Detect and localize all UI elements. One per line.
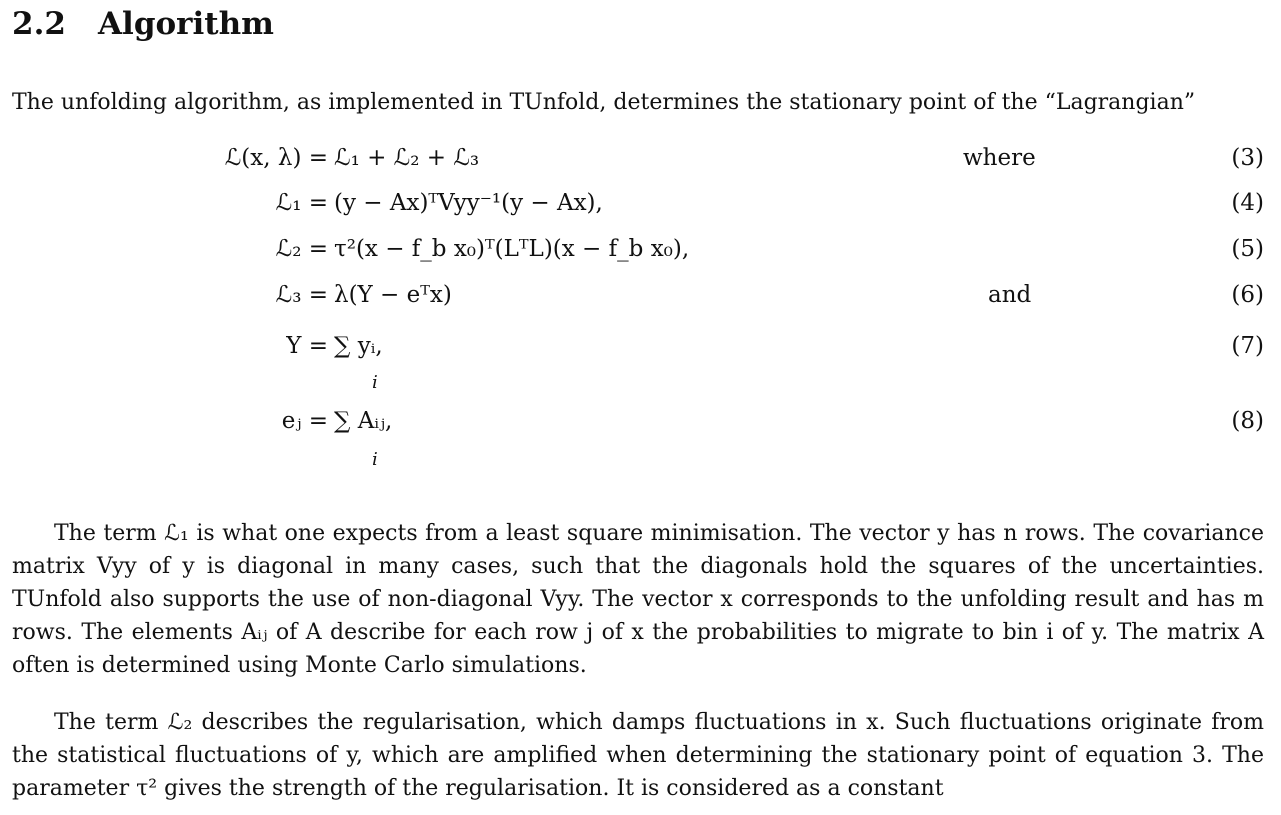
section-number: 2.2 — [12, 6, 66, 42]
eq4-lhs: ℒ₁ = — [275, 190, 328, 216]
eq6-number: (6) — [1231, 282, 1264, 308]
eq5-number: (5) — [1231, 236, 1264, 262]
eq7-lhs: Y = — [286, 333, 328, 359]
section-heading — [12, 6, 274, 42]
section-title: Algorithm — [98, 6, 274, 42]
eq3-number: (3) — [1231, 145, 1264, 171]
eq7-number: (7) — [1231, 333, 1264, 359]
eq6-lhs: ℒ₃ = — [275, 282, 328, 308]
paragraph-l1: The term ℒ₁ is what one expects from a least square minimisation. The vector y has n rows. The covariance matrix Vyy of y is diagonal in many cases, such that the diagonals hold the squares of the uncertainties. TUnfold also supports the use of non-diagonal Vyy. The vector x corresponds to the unfolding result and has m rows. The elements Aᵢⱼ of A describe for each row j of x the probabilities to migrate to bin i of y. The matrix A often is determined using Monte Carlo simulations. — [12, 521, 1264, 678]
eq4-rhs: (y − Ax)ᵀVyy⁻¹(y − Ax), — [334, 190, 603, 216]
eq5-lhs: ℒ₂ = — [275, 236, 328, 262]
eq6-and: and — [988, 282, 1032, 308]
paragraph-l2: The term ℒ₂ describes the regularisation, which damps fluctuations in x. Such fluctuations originate from the statistical fluctuations of y, which are amplified when determining the stationary point of equation 3. The parameter τ² gives the strength of the regularisation. It is considered as a constant — [12, 710, 1264, 801]
eq5-rhs: τ²(x − f_b x₀)ᵀ(LᵀL)(x − f_b x₀), — [334, 236, 690, 262]
eq8-sum-index: i — [372, 449, 378, 470]
eq8-lhs: eⱼ = — [281, 408, 328, 434]
eq8-number: (8) — [1231, 408, 1264, 434]
eq3-rhs: ℒ₁ + ℒ₂ + ℒ₃ — [334, 145, 480, 171]
eq6-rhs: λ(Y − eᵀx) — [334, 282, 452, 308]
eq3-lhs: ℒ(x, λ) = — [224, 145, 328, 171]
eq8-rhs: ∑ Aᵢⱼ, — [334, 408, 393, 434]
intro-paragraph: The unfolding algorithm, as implemented in TUnfold, determines the stationary point of the “Lagrangian” — [12, 90, 1196, 115]
eq7-sum-index: i — [372, 372, 378, 393]
eq3-where: where — [963, 145, 1036, 171]
eq4-number: (4) — [1231, 190, 1264, 216]
eq7-rhs: ∑ yᵢ, — [334, 333, 383, 359]
